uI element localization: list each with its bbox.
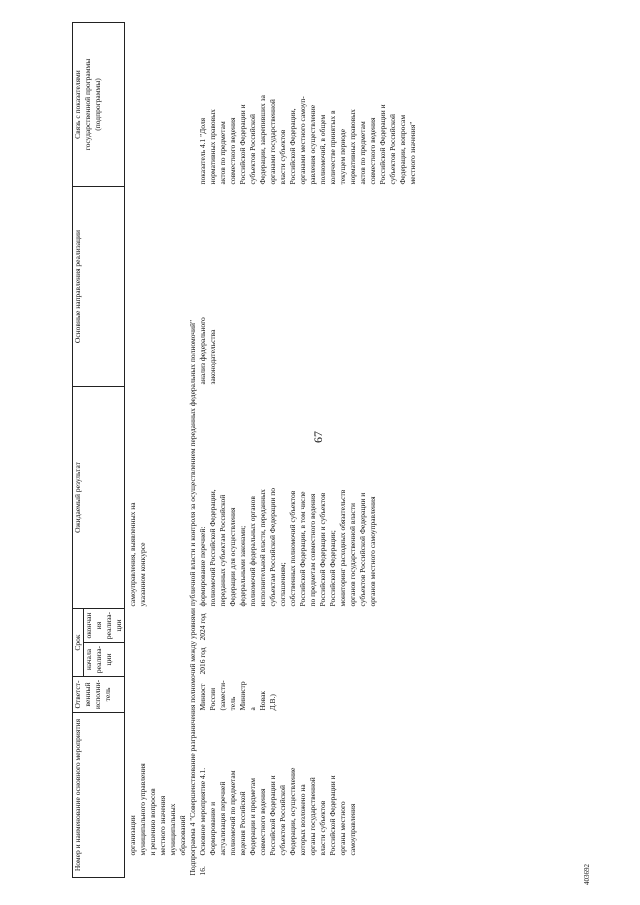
document-code: 403692 (583, 864, 591, 885)
header-term: Срок (73, 609, 84, 677)
item-number-cell (198, 713, 418, 878)
page-number: 67 (311, 431, 325, 443)
item-link: показатель 4.1 "Доля нормативных правовых актов по предметам совместного ведения Российской Федерации и субъектов Российской Федерации, закрепивших за органами государственной власти субъектов Российской Федерации, органами местного самоуп- равления осуществление полномочий, в общем количестве принятых в текущем периоде нормативных правовых актов по предметам совместного ведения Российской Федерации и субъектов Российской Федерации, вопросам местного значения" (198, 95, 417, 185)
item-result: формирование перечней: полномочий Российской Федерации, переданных субъектам Российской Федерации для осуществления федеральными законами; полномочий федеральных органов исполнительной власти, переданных субъектам Российской Федерации по соглашениям; собственных полномочий субъектов Российской Федерации, в том числе по предметам совместного ведения Российской Федерации и субъектов Российской Федерации; мониторинг расходных обязательств органов государственной власти субъектов Российской Федерации и органов местного самоуправления (198, 488, 377, 607)
continuation-index (128, 856, 188, 876)
item-name: Основное мероприятие 4.1. Формирование и актуализация перечней полномочий по предметам ведения Российской Федерации и предметам совместного ведения Российской Федерации и субъектов Российской Федерации, осуществление которых возложено на органы государственной власти субъектов Российской Федерации и органы местного самоуправления (198, 767, 357, 856)
subprogram-row (188, 23, 198, 878)
continuation-end (125, 609, 189, 643)
continuation-result: самоуправления, выявленных на указанном конкурсе (128, 502, 147, 607)
header-directions: Основные направления реализации (73, 187, 125, 387)
header-term-start: начала реализа- ции (84, 643, 125, 677)
continuation-directions (125, 187, 189, 387)
item-executor: Минюст России (замести- тель Министра Новак Д.В.) (198, 680, 277, 711)
continuation-number-cell (125, 713, 189, 878)
item-start: 2016 год (198, 647, 207, 675)
header-result: Ожидаемый результат (73, 387, 125, 609)
continuation-start (125, 643, 189, 677)
continuation-row (125, 23, 189, 878)
rotated-table-sheet (72, 23, 572, 878)
header-number: Номер и наименование основного мероприятия (73, 713, 125, 878)
continuation-link (125, 23, 189, 187)
item-directions: анализ федерального законодательства (198, 317, 217, 385)
header-executor: Ответст- венный исполни- тель (73, 677, 125, 713)
header-link: Связь с показателями государственной программы (подпрограммы) (73, 23, 125, 187)
continuation-executor (125, 677, 189, 713)
item-index: 16. (198, 866, 207, 876)
subprogram-title: Подпрограмма 4 "Совершенствование разграничения полномочий между уровнями публичной власти и контроля за осуществлением переданных федеральных полномочий" (188, 319, 197, 876)
table-row (198, 23, 418, 878)
activities-table (72, 22, 418, 878)
table-header-row (73, 23, 84, 878)
continuation-name: организации муниципального управления и решению вопросов местного значения муниципальных образований (128, 763, 187, 856)
item-number (198, 715, 358, 876)
continuation-number (128, 715, 188, 876)
header-term-end: окончания реализа- ции (84, 609, 125, 643)
item-end: 2024 год (198, 613, 207, 641)
